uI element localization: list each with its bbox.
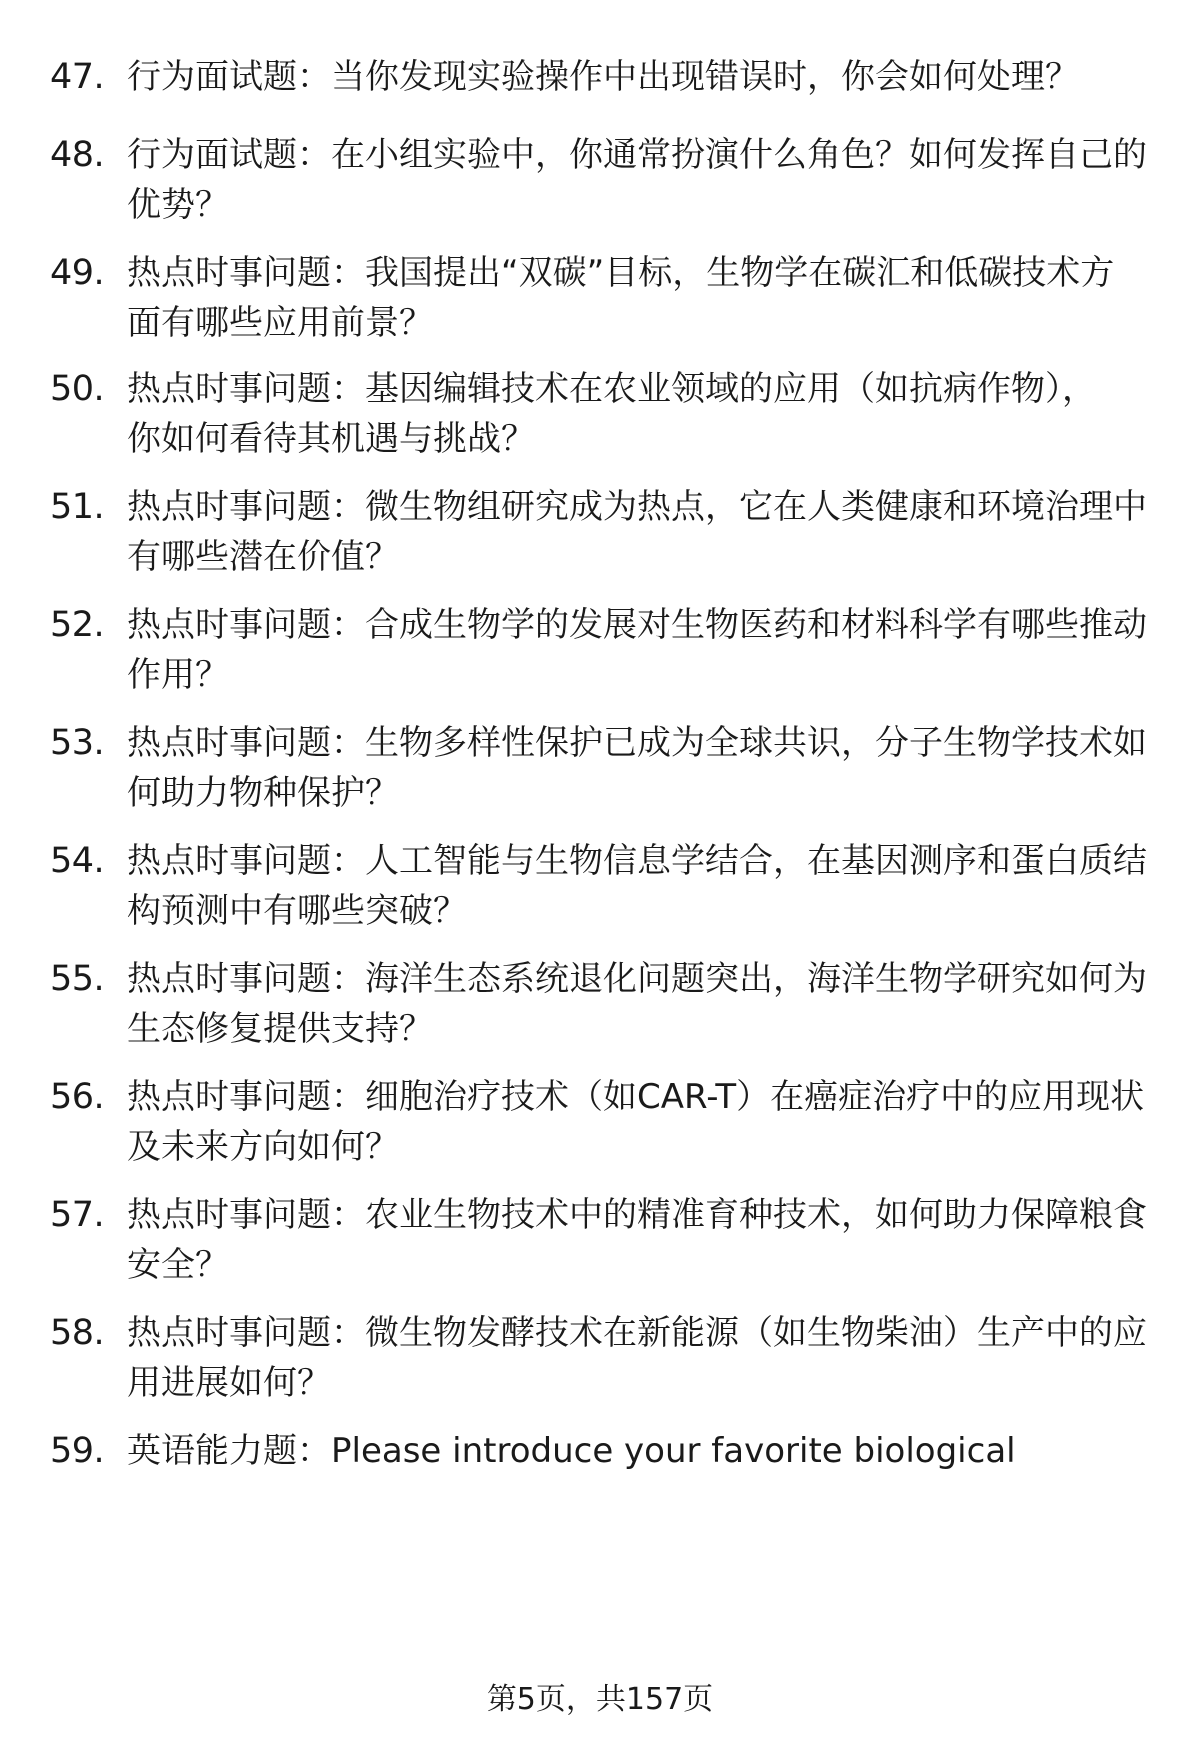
question-text: 热点时事问题：农业生物技术中的精准育种技术，如何助力保障粮食安全？ (127, 1195, 1147, 1285)
question-text: 热点时事问题：海洋生态系统退化问题突出，海洋生物学研究如何为生态修复提供支持？ (127, 959, 1147, 1049)
question-number: 47. (50, 57, 105, 97)
question-text: 热点时事问题：生物多样性保护已成为全球共识，分子生物学技术如何助力物种保护？ (127, 723, 1147, 813)
question-text: 行为面试题：当你发现实验操作中出现错误时，你会如何处理？ (127, 57, 1079, 97)
page-footer: 第5页，共157页 (486, 1682, 714, 1717)
question-text: 热点时事问题：我国提出“双碳”目标，生物学在碳汇和低碳技术方面有哪些应用前景？ (127, 253, 1115, 343)
question-number: 54. (50, 841, 105, 881)
question-number: 56. (50, 1077, 105, 1117)
question-number: 51. (50, 487, 105, 527)
question-number: 50. (50, 369, 105, 409)
question-number: 59. (50, 1431, 105, 1471)
question-number: 53. (50, 723, 105, 763)
question-number: 55. (50, 959, 105, 999)
question-text: 热点时事问题：细胞治疗技术（如CAR-T）在癌症治疗中的应用现状及未来方向如何？ (127, 1077, 1145, 1167)
question-text: 热点时事问题：微生物组研究成为热点，它在人类健康和环境治理中有哪些潜在价值？ (127, 487, 1147, 577)
question-text: 热点时事问题：微生物发酵技术在新能源（如生物柴油）生产中的应用进展如何？ (127, 1313, 1147, 1403)
question-number: 52. (50, 605, 105, 645)
question-text: 热点时事问题：合成生物学的发展对生物医药和材料科学有哪些推动作用？ (127, 605, 1147, 695)
question-number: 48. (50, 135, 105, 175)
question-text: 热点时事问题：人工智能与生物信息学结合，在基因测序和蛋白质结构预测中有哪些突破？ (127, 841, 1147, 931)
question-number: 57. (50, 1195, 105, 1235)
question-text: 英语能力题：Please introduce your favorite biological (127, 1431, 1016, 1471)
question-text: 行为面试题：在小组实验中，你通常扮演什么角色？如何发挥自己的优势？ (127, 135, 1147, 225)
question-text: 热点时事问题：基因编辑技术在农业领域的应用（如抗病作物），你如何看待其机遇与挑战？ (127, 369, 1096, 459)
question-number: 58. (50, 1313, 105, 1353)
question-number: 49. (50, 253, 105, 293)
